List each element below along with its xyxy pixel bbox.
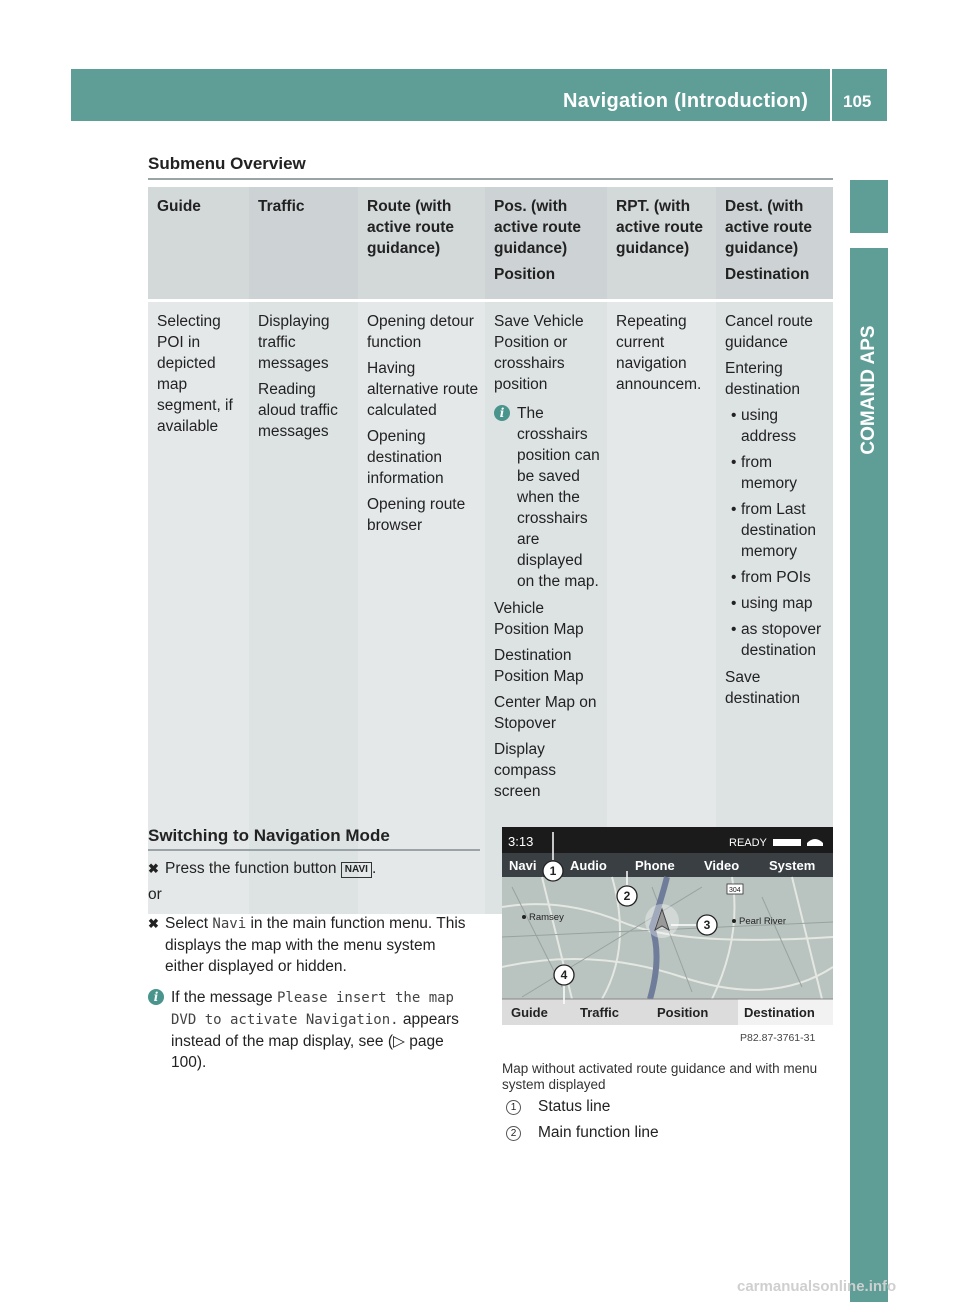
- side-tab-label: COMAND APS: [858, 325, 879, 455]
- column-header-text: Dest. (with active route guidance): [725, 198, 813, 257]
- step-2: [148, 913, 478, 977]
- cell-text: Entering destination: [725, 360, 800, 398]
- step-2-text: Select: [165, 915, 209, 932]
- bullet-list: [725, 405, 827, 661]
- bullet-icon: •: [731, 569, 737, 586]
- cell-text: Save Vehicle Position or crosshairs position: [494, 313, 584, 393]
- column-header: [607, 187, 716, 302]
- bullet-icon: •: [731, 407, 737, 424]
- softkey-traffic: Traffic: [580, 1005, 620, 1020]
- town-label-ramsey: Ramsey: [529, 912, 564, 923]
- cell-text: Center Map on Stopover: [494, 694, 597, 732]
- page-number: 105: [843, 92, 872, 111]
- watermark: carmanualsonline.info: [737, 1278, 897, 1295]
- header-divider: [830, 69, 832, 121]
- bullet-icon: •: [731, 454, 737, 471]
- callout-4-label: 4: [560, 968, 568, 982]
- bullet-icon: •: [731, 595, 737, 612]
- note-rest: appears instead of the map display, see (▷ page 100).: [171, 1011, 459, 1071]
- column-cell: [485, 302, 607, 914]
- list-item-text: from Last destination memory: [741, 501, 816, 560]
- info-note: [494, 403, 601, 592]
- column-header-text: Position: [494, 266, 556, 283]
- softkey-destination: Destination: [744, 1005, 815, 1020]
- column-header-text: RPT. (with active route guidance): [616, 198, 704, 257]
- column-cell: [607, 302, 716, 914]
- list-item-text: from memory: [741, 454, 797, 492]
- tab-video: Video: [704, 858, 740, 873]
- cell-text: Cancel route guidance: [725, 313, 813, 351]
- cell-text: Display compass screen: [494, 741, 557, 800]
- cell-text: Opening destination information: [367, 428, 444, 487]
- column-header-text: Traffic: [258, 198, 305, 215]
- navigation-screen-figure: [502, 827, 833, 1025]
- status-time: 3:13: [508, 834, 534, 849]
- navi-key-icon: NAVI: [341, 862, 372, 878]
- cell-text: Repeating current navigation announcem.: [616, 313, 702, 393]
- info-text: The crosshairs position can be saved when the crosshairs are displayed on the map.: [517, 405, 600, 590]
- side-tab-block: [850, 180, 888, 233]
- map-illustration: [502, 827, 833, 1025]
- bullet-icon: •: [731, 621, 737, 638]
- column-cell: [249, 302, 358, 914]
- submenu-overview-table: [148, 187, 833, 914]
- step-1-text: Press the function button: [165, 860, 337, 877]
- column-cell: [358, 302, 485, 914]
- page-header-title: Navigation (Introduction): [563, 90, 809, 112]
- list-item: [731, 452, 827, 494]
- cell-text: Reading aloud traffic messages: [258, 381, 338, 440]
- cell-text: Having alternative route calculated: [367, 360, 479, 419]
- column-header-text: Route (with active route guidance): [367, 198, 455, 257]
- section-rule-2: [148, 849, 480, 851]
- step-marker-icon: ✖: [148, 916, 159, 931]
- instruction-steps: [148, 858, 478, 1073]
- figure-code: P82.87-3761-31: [740, 1032, 816, 1044]
- list-item: [731, 619, 827, 661]
- step-marker-icon: ✖: [148, 861, 159, 876]
- step-1-end: .: [371, 860, 377, 877]
- list-item: [731, 499, 827, 562]
- legend-label-2: Main function line: [538, 1124, 659, 1141]
- section-title-switching: Switching to Navigation Mode: [148, 826, 390, 845]
- or-text: or: [148, 886, 162, 903]
- bullet-icon: •: [731, 501, 737, 518]
- column-header-text: Pos. (with active route guidance): [494, 198, 582, 257]
- legend-item: [502, 1097, 832, 1117]
- step-1: [148, 858, 478, 879]
- list-item: [731, 567, 827, 588]
- column-header: [249, 187, 358, 302]
- list-item-text: using map: [741, 595, 813, 612]
- cell-text: Displaying traffic messages: [258, 313, 330, 372]
- figure-legend: [502, 1097, 832, 1149]
- list-item: [731, 405, 827, 447]
- cell-text: Opening detour function: [367, 313, 474, 351]
- callout-2-label: 2: [623, 889, 631, 903]
- softkey-guide: Guide: [511, 1005, 548, 1020]
- column-cell: [148, 302, 249, 914]
- tab-system: System: [769, 858, 816, 873]
- legend-item: [502, 1123, 832, 1143]
- signal-bars-icon: [773, 839, 801, 846]
- list-item-text: from POIs: [741, 569, 811, 586]
- step-2-rest: in the main function menu. This displays the map with the menu system either displayed or hidden.: [165, 915, 466, 975]
- tab-audio: Audio: [570, 858, 607, 873]
- legend-number-1: 1: [506, 1100, 521, 1115]
- softkey-position: Position: [657, 1005, 709, 1020]
- table-body-row: [148, 302, 833, 914]
- section-rule: [148, 178, 833, 180]
- note-message: Please insert the map DVD to activate Navigation.: [171, 990, 454, 1028]
- legend-number-2: 2: [506, 1126, 521, 1141]
- column-cell: [716, 302, 833, 914]
- callout-1-label: 1: [549, 864, 557, 878]
- info-note: [148, 987, 478, 1073]
- cell-text: Destination Position Map: [494, 647, 584, 685]
- column-header: [358, 187, 485, 302]
- cell-text: Save destination: [725, 669, 800, 707]
- tab-navi: Navi: [509, 858, 537, 873]
- road-shield: 304: [729, 887, 741, 894]
- legend-label-1: Status line: [538, 1098, 611, 1115]
- info-icon: i: [148, 989, 164, 1005]
- tab-phone: Phone: [635, 858, 675, 873]
- status-ready: READY: [729, 837, 767, 849]
- cell-text: Opening route browser: [367, 496, 466, 534]
- list-item: [731, 593, 827, 614]
- callout-3-label: 3: [703, 918, 711, 932]
- info-icon: i: [494, 405, 510, 421]
- note-text: If the message: [171, 989, 273, 1006]
- table-header-row: [148, 187, 833, 302]
- column-header: [716, 187, 833, 302]
- cell-text: Vehicle Position Map: [494, 600, 584, 638]
- navi-menu-term: Navi: [212, 916, 247, 932]
- town-label-pearl-river: Pearl River: [739, 916, 786, 927]
- column-header: [485, 187, 607, 302]
- column-header: [148, 187, 249, 302]
- cell-text: Selecting POI in depicted map segment, if available: [157, 313, 233, 435]
- column-header-text: Guide: [157, 198, 201, 215]
- list-item-text: as stopover destination: [741, 621, 822, 659]
- section-title-submenu: Submenu Overview: [148, 154, 306, 173]
- figure-caption: Map without activated route guidance and with menu system displayed: [502, 1061, 818, 1092]
- column-header-text: Destination: [725, 266, 810, 283]
- list-item-text: using address: [741, 407, 797, 445]
